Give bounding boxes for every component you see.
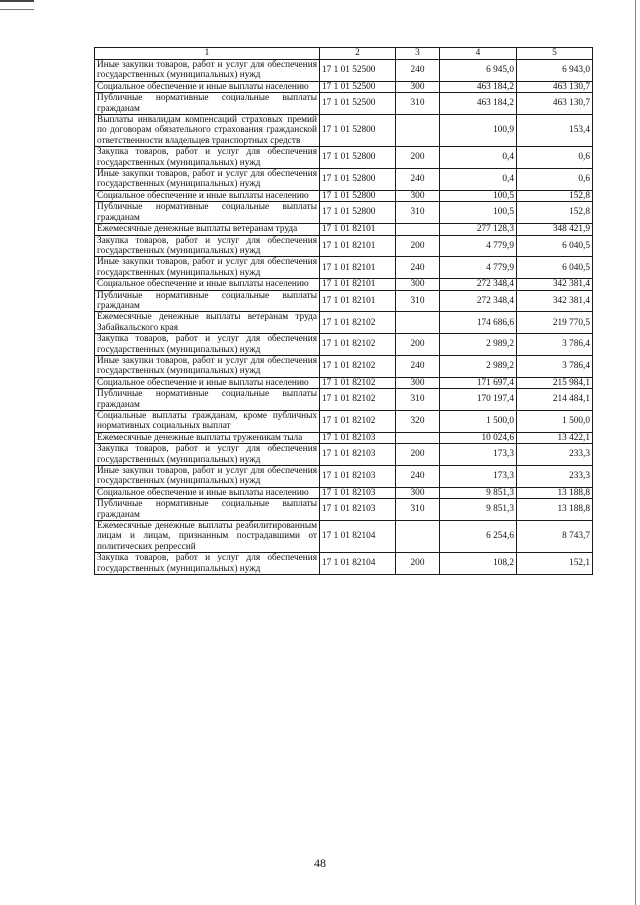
row-code: 17 1 01 82101	[320, 235, 396, 257]
row-description: Иные закупки товаров, работ и услуг для обеспечения государственных (муниципальных) нужд	[95, 466, 320, 488]
row-value-year1: 173,3	[440, 466, 517, 488]
row-code: 17 1 01 82103	[320, 432, 396, 443]
row-code: 17 1 01 82104	[320, 553, 396, 575]
table-row	[95, 377, 593, 388]
table-row	[95, 521, 593, 553]
header-cell-5: 5	[517, 48, 593, 60]
row-expense-type: 300	[396, 279, 440, 290]
table-row	[95, 235, 593, 257]
row-description: Иные закупки товаров, работ и услуг для обеспечения государственных (муниципальных) нужд	[95, 169, 320, 191]
row-expense-type: 320	[396, 411, 440, 433]
row-value-year1: 6 945,0	[440, 60, 517, 82]
row-description: Публичные нормативные социальные выплаты гражданам	[95, 290, 320, 312]
table-row	[95, 334, 593, 356]
row-code: 17 1 01 82101	[320, 257, 396, 279]
row-value-year1: 9 851,3	[440, 487, 517, 498]
row-expense-type: 200	[396, 553, 440, 575]
row-value-year2: 152,8	[517, 202, 593, 224]
row-expense-type	[396, 224, 440, 235]
row-expense-type	[396, 312, 440, 334]
table-row	[95, 389, 593, 411]
row-value-year1: 272 348,4	[440, 279, 517, 290]
row-value-year1: 4 779,9	[440, 257, 517, 279]
row-code: 17 1 01 82101	[320, 290, 396, 312]
row-code: 17 1 01 52800	[320, 190, 396, 201]
row-code: 17 1 01 82104	[320, 521, 396, 553]
row-expense-type: 310	[396, 290, 440, 312]
row-description: Закупка товаров, работ и услуг для обеспечения государственных (муниципальных) нужд	[95, 147, 320, 169]
row-value-year2: 219 770,5	[517, 312, 593, 334]
row-code: 17 1 01 82102	[320, 411, 396, 433]
row-expense-type: 200	[396, 147, 440, 169]
row-expense-type: 200	[396, 235, 440, 257]
row-value-year2: 13 188,8	[517, 499, 593, 521]
header-cell-1: 1	[95, 48, 320, 60]
row-value-year2: 152,8	[517, 190, 593, 201]
row-description: Социальное обеспечение и иные выплаты населению	[95, 279, 320, 290]
row-value-year1: 100,5	[440, 202, 517, 224]
row-code: 17 1 01 82102	[320, 355, 396, 377]
table-row	[95, 202, 593, 224]
row-value-year2: 233,3	[517, 466, 593, 488]
row-value-year1: 0,4	[440, 169, 517, 191]
row-expense-type: 240	[396, 355, 440, 377]
row-expense-type: 310	[396, 499, 440, 521]
row-code: 17 1 01 82103	[320, 487, 396, 498]
row-expense-type: 310	[396, 202, 440, 224]
row-expense-type: 300	[396, 81, 440, 92]
table-row	[95, 355, 593, 377]
row-code: 17 1 01 52800	[320, 115, 396, 147]
row-value-year1: 173,3	[440, 444, 517, 466]
header-cell-4: 4	[440, 48, 517, 60]
row-description: Выплаты инвалидам компенсаций страховых премий по договорам обязательного страхования гражданской ответственности владельцев транспортных средств	[95, 115, 320, 147]
row-code: 17 1 01 82102	[320, 312, 396, 334]
row-description: Закупка товаров, работ и услуг для обеспечения государственных (муниципальных) нужд	[95, 334, 320, 356]
row-value-year2: 463 130,7	[517, 81, 593, 92]
row-value-year2: 3 786,4	[517, 334, 593, 356]
row-code: 17 1 01 82103	[320, 444, 396, 466]
table-row	[95, 312, 593, 334]
row-code: 17 1 01 82101	[320, 224, 396, 235]
row-value-year2: 0,6	[517, 147, 593, 169]
table-row	[95, 499, 593, 521]
row-value-year2: 13 188,8	[517, 487, 593, 498]
row-value-year1: 9 851,3	[440, 499, 517, 521]
row-code: 17 1 01 52800	[320, 202, 396, 224]
row-expense-type	[396, 432, 440, 443]
row-value-year2: 215 984,1	[517, 377, 593, 388]
row-value-year2: 6 943,0	[517, 60, 593, 82]
row-value-year1: 171 697,4	[440, 377, 517, 388]
row-value-year1: 10 024,6	[440, 432, 517, 443]
row-expense-type: 240	[396, 466, 440, 488]
row-value-year1: 0,4	[440, 147, 517, 169]
row-value-year1: 463 184,2	[440, 81, 517, 92]
table-row	[95, 60, 593, 82]
page-number: 48	[314, 856, 326, 870]
table-row	[95, 553, 593, 575]
row-expense-type: 310	[396, 389, 440, 411]
scan-corner-mark	[0, 0, 34, 10]
row-value-year2: 463 130,7	[517, 93, 593, 115]
row-code: 17 1 01 82102	[320, 389, 396, 411]
row-value-year2: 6 040,5	[517, 257, 593, 279]
row-value-year1: 272 348,4	[440, 290, 517, 312]
row-value-year2: 348 421,9	[517, 224, 593, 235]
row-description: Ежемесячные денежные выплаты труженикам тыла	[95, 432, 320, 443]
row-expense-type	[396, 115, 440, 147]
row-value-year1: 170 197,4	[440, 389, 517, 411]
table-row	[95, 444, 593, 466]
row-value-year1: 2 989,2	[440, 355, 517, 377]
row-description: Публичные нормативные социальные выплаты гражданам	[95, 499, 320, 521]
row-description: Социальное обеспечение и иные выплаты населению	[95, 190, 320, 201]
table-row	[95, 115, 593, 147]
row-description: Ежемесячные денежные выплаты ветеранам труда Забайкальского края	[95, 312, 320, 334]
row-description: Иные закупки товаров, работ и услуг для обеспечения государственных (муниципальных) нужд	[95, 257, 320, 279]
row-value-year2: 0,6	[517, 169, 593, 191]
row-value-year1: 108,2	[440, 553, 517, 575]
row-value-year1: 4 779,9	[440, 235, 517, 257]
row-value-year1: 174 686,6	[440, 312, 517, 334]
row-value-year2: 342 381,4	[517, 290, 593, 312]
table-row	[95, 290, 593, 312]
row-expense-type: 310	[396, 93, 440, 115]
table-row	[95, 93, 593, 115]
row-expense-type: 200	[396, 444, 440, 466]
row-description: Закупка товаров, работ и услуг для обеспечения государственных (муниципальных) нужд	[95, 235, 320, 257]
row-expense-type: 300	[396, 487, 440, 498]
row-code: 17 1 01 52800	[320, 169, 396, 191]
row-value-year1: 1 500,0	[440, 411, 517, 433]
header-cell-3: 3	[396, 48, 440, 60]
row-value-year1: 6 254,6	[440, 521, 517, 553]
row-value-year2: 6 040,5	[517, 235, 593, 257]
row-value-year2: 13 422,1	[517, 432, 593, 443]
row-description: Публичные нормативные социальные выплаты гражданам	[95, 93, 320, 115]
row-description: Социальные выплаты гражданам, кроме публичных нормативных социальных выплат	[95, 411, 320, 433]
row-code: 17 1 01 82103	[320, 499, 396, 521]
row-value-year2: 3 786,4	[517, 355, 593, 377]
row-expense-type: 240	[396, 257, 440, 279]
row-description: Социальное обеспечение и иные выплаты населению	[95, 81, 320, 92]
row-value-year2: 8 743,7	[517, 521, 593, 553]
row-description: Иные закупки товаров, работ и услуг для обеспечения государственных (муниципальных) нужд	[95, 355, 320, 377]
row-description: Закупка товаров, работ и услуг для обеспечения государственных (муниципальных) нужд	[95, 553, 320, 575]
row-value-year2: 152,1	[517, 553, 593, 575]
row-code: 17 1 01 52500	[320, 93, 396, 115]
row-expense-type: 300	[396, 377, 440, 388]
budget-table	[94, 47, 593, 575]
row-description: Ежемесячные денежные выплаты реабилитированным лицам и лицам, признанным пострадавшими от политических репрессий	[95, 521, 320, 553]
row-value-year1: 2 989,2	[440, 334, 517, 356]
header-cell-2: 2	[320, 48, 396, 60]
row-value-year2: 342 381,4	[517, 279, 593, 290]
row-code: 17 1 01 82103	[320, 466, 396, 488]
row-description: Социальное обеспечение и иные выплаты населению	[95, 377, 320, 388]
row-value-year2: 1 500,0	[517, 411, 593, 433]
row-expense-type: 300	[396, 190, 440, 201]
row-value-year1: 277 128,3	[440, 224, 517, 235]
row-expense-type: 200	[396, 334, 440, 356]
table-row	[95, 487, 593, 498]
table-row	[95, 279, 593, 290]
table-row	[95, 257, 593, 279]
table-row	[95, 190, 593, 201]
table-row	[95, 411, 593, 433]
row-value-year1: 463 184,2	[440, 93, 517, 115]
row-value-year1: 100,9	[440, 115, 517, 147]
table-row	[95, 466, 593, 488]
table-row	[95, 169, 593, 191]
row-expense-type: 240	[396, 169, 440, 191]
row-code: 17 1 01 82102	[320, 377, 396, 388]
row-description: Публичные нормативные социальные выплаты гражданам	[95, 389, 320, 411]
header-row	[95, 48, 593, 60]
row-description: Иные закупки товаров, работ и услуг для обеспечения государственных (муниципальных) нужд	[95, 60, 320, 82]
table-body	[95, 60, 593, 575]
row-expense-type: 240	[396, 60, 440, 82]
table-row	[95, 432, 593, 443]
row-value-year1: 100,5	[440, 190, 517, 201]
row-description: Публичные нормативные социальные выплаты гражданам	[95, 202, 320, 224]
row-code: 17 1 01 52500	[320, 81, 396, 92]
scan-edge-line	[635, 0, 636, 905]
row-value-year2: 214 484,1	[517, 389, 593, 411]
row-description: Закупка товаров, работ и услуг для обеспечения государственных (муниципальных) нужд	[95, 444, 320, 466]
table-row	[95, 81, 593, 92]
row-description: Социальное обеспечение и иные выплаты населению	[95, 487, 320, 498]
row-code: 17 1 01 82101	[320, 279, 396, 290]
table-row	[95, 147, 593, 169]
row-code: 17 1 01 52500	[320, 60, 396, 82]
row-value-year2: 153,4	[517, 115, 593, 147]
row-value-year2: 233,3	[517, 444, 593, 466]
row-description: Ежемесячные денежные выплаты ветеранам труда	[95, 224, 320, 235]
row-code: 17 1 01 52800	[320, 147, 396, 169]
row-expense-type	[396, 521, 440, 553]
table-row	[95, 224, 593, 235]
row-code: 17 1 01 82102	[320, 334, 396, 356]
